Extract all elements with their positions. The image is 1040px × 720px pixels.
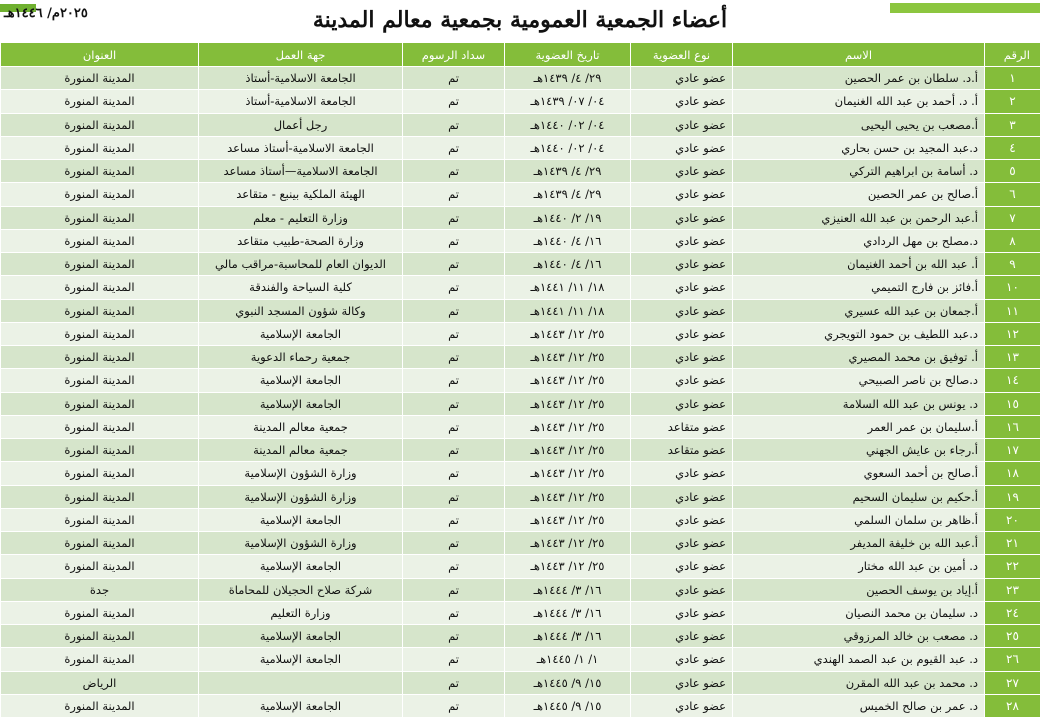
cell-number: ٢١ xyxy=(985,532,1040,555)
members-table xyxy=(0,42,1040,718)
cell-membership-type: عضو عادي xyxy=(631,485,733,508)
cell-address: جدة xyxy=(1,578,199,601)
table-row xyxy=(1,532,1040,555)
cell-membership-type: عضو عادي xyxy=(631,206,733,229)
cell-membership-date: ٢٥/ ١٢/ ١٤٤٣هـ xyxy=(505,346,631,369)
cell-membership-type: عضو متقاعد xyxy=(631,439,733,462)
cell-address: المدينة المنورة xyxy=(1,160,199,183)
cell-employer: الجامعة الاسلامية-أستاذ مساعد xyxy=(199,136,403,159)
table-row xyxy=(1,648,1040,671)
cell-address: المدينة المنورة xyxy=(1,648,199,671)
cell-membership-type: عضو عادي xyxy=(631,625,733,648)
cell-address: المدينة المنورة xyxy=(1,392,199,415)
cell-membership-type: عضو عادي xyxy=(631,532,733,555)
cell-membership-date: ٢٩/ ٤/ ١٤٣٩هـ xyxy=(505,67,631,90)
cell-number: ٢٦ xyxy=(985,648,1040,671)
table-row xyxy=(1,392,1040,415)
cell-membership-type: عضو عادي xyxy=(631,67,733,90)
cell-membership-date: ١٨/ ١١/ ١٤٤١هـ xyxy=(505,299,631,322)
cell-membership-date: ٢٥/ ١٢/ ١٤٤٣هـ xyxy=(505,555,631,578)
table-row xyxy=(1,671,1040,694)
cell-name: د.عبد المجيد بن حسن بحاري xyxy=(733,136,985,159)
cell-membership-type: عضو عادي xyxy=(631,578,733,601)
cell-fees-paid: تم xyxy=(403,346,505,369)
cell-name: أ. توفيق بن محمد المصيري xyxy=(733,346,985,369)
cell-name: د. يونس بن عبد الله السلامة xyxy=(733,392,985,415)
cell-membership-date: ٢٥/ ١٢/ ١٤٤٣هـ xyxy=(505,415,631,438)
table-row xyxy=(1,369,1040,392)
cell-number: ٨ xyxy=(985,229,1040,252)
cell-fees-paid: تم xyxy=(403,625,505,648)
table-row xyxy=(1,253,1040,276)
cell-address: المدينة المنورة xyxy=(1,206,199,229)
cell-number: ١٤ xyxy=(985,369,1040,392)
cell-address: المدينة المنورة xyxy=(1,299,199,322)
cell-name: أ.حكيم بن سليمان السحيم xyxy=(733,485,985,508)
cell-membership-date: ٠٤/ ٠٧/ ١٤٣٩هـ xyxy=(505,90,631,113)
table-row xyxy=(1,229,1040,252)
cell-number: ٦ xyxy=(985,183,1040,206)
column-header-number: الرقم xyxy=(985,43,1040,67)
cell-number: ٢٨ xyxy=(985,694,1040,717)
cell-fees-paid: تم xyxy=(403,601,505,624)
cell-fees-paid: تم xyxy=(403,253,505,276)
cell-membership-date: ٢٩/ ٤/ ١٤٣٩هـ xyxy=(505,160,631,183)
cell-name: أ.صالح بن عمر الحصين xyxy=(733,183,985,206)
cell-employer: الجامعة الإسلامية xyxy=(199,322,403,345)
cell-number: ٢٤ xyxy=(985,601,1040,624)
cell-employer: الجامعة الإسلامية xyxy=(199,648,403,671)
cell-number: ١ xyxy=(985,67,1040,90)
cell-membership-date: ١٦/ ٤/ ١٤٤٠هـ xyxy=(505,229,631,252)
cell-name: د. أسامة بن ابراهيم التركي xyxy=(733,160,985,183)
cell-membership-date: ٢٥/ ١٢/ ١٤٤٣هـ xyxy=(505,392,631,415)
cell-employer: الجامعة الإسلامية xyxy=(199,392,403,415)
cell-number: ١٥ xyxy=(985,392,1040,415)
cell-membership-date: ١٦/ ٣/ ١٤٤٤هـ xyxy=(505,578,631,601)
cell-membership-date: ٢٥/ ١٢/ ١٤٤٣هـ xyxy=(505,369,631,392)
cell-membership-date: ٢٥/ ١٢/ ١٤٤٣هـ xyxy=(505,508,631,531)
cell-number: ١٦ xyxy=(985,415,1040,438)
cell-name: أ. عبد الله بن أحمد الغنيمان xyxy=(733,253,985,276)
column-header-employer: جهة العمل xyxy=(199,43,403,67)
cell-name: أ.عبد الرحمن بن عبد الله العنيزي xyxy=(733,206,985,229)
cell-name: أ.سليمان بن عمر العمر xyxy=(733,415,985,438)
cell-name: أ.إياد بن يوسف الحصين xyxy=(733,578,985,601)
cell-fees-paid: تم xyxy=(403,113,505,136)
cell-address: المدينة المنورة xyxy=(1,369,199,392)
cell-number: ١٨ xyxy=(985,462,1040,485)
cell-membership-date: ٢٩/ ٤/ ١٤٣٩هـ xyxy=(505,183,631,206)
table-row xyxy=(1,113,1040,136)
table-row xyxy=(1,508,1040,531)
cell-number: ٣ xyxy=(985,113,1040,136)
cell-membership-type: عضو عادي xyxy=(631,462,733,485)
cell-name: د.عبد اللطيف بن حمود التويجري xyxy=(733,322,985,345)
cell-address: المدينة المنورة xyxy=(1,485,199,508)
table-row xyxy=(1,439,1040,462)
cell-employer: الجامعة الاسلامية—أستاذ مساعد xyxy=(199,160,403,183)
cell-name: أ.فائز بن فارج التميمي xyxy=(733,276,985,299)
cell-membership-date: ٠٤/ ٠٢/ ١٤٤٠هـ xyxy=(505,113,631,136)
cell-number: ٥ xyxy=(985,160,1040,183)
cell-employer: جمعية رحماء الدعوية xyxy=(199,346,403,369)
cell-address: المدينة المنورة xyxy=(1,601,199,624)
cell-number: ٢٠ xyxy=(985,508,1040,531)
cell-address: المدينة المنورة xyxy=(1,694,199,717)
table-row xyxy=(1,90,1040,113)
cell-membership-type: عضو عادي xyxy=(631,369,733,392)
table-header-row xyxy=(1,43,1040,67)
cell-number: ٩ xyxy=(985,253,1040,276)
cell-fees-paid: تم xyxy=(403,90,505,113)
cell-membership-date: ١٥/ ٩/ ١٤٤٥هـ xyxy=(505,671,631,694)
cell-address: المدينة المنورة xyxy=(1,415,199,438)
cell-name: د. عمر بن صالح الخميس xyxy=(733,694,985,717)
column-header-name: الاسم xyxy=(733,43,985,67)
cell-membership-type: عضو عادي xyxy=(631,555,733,578)
table-row xyxy=(1,346,1040,369)
table-row xyxy=(1,67,1040,90)
cell-name: أ.عبد الله بن خليفة المديفر xyxy=(733,532,985,555)
cell-membership-type: عضو عادي xyxy=(631,346,733,369)
cell-fees-paid: تم xyxy=(403,369,505,392)
cell-membership-type: عضو عادي xyxy=(631,276,733,299)
cell-membership-type: عضو عادي xyxy=(631,299,733,322)
cell-number: ١٢ xyxy=(985,322,1040,345)
cell-name: د. محمد بن عبد الله المقرن xyxy=(733,671,985,694)
table-row xyxy=(1,694,1040,717)
table-row xyxy=(1,555,1040,578)
cell-employer: كلية السياحة والفندقة xyxy=(199,276,403,299)
cell-number: ٢٥ xyxy=(985,625,1040,648)
cell-employer: الجامعة الاسلامية-أستاذ xyxy=(199,90,403,113)
cell-address: المدينة المنورة xyxy=(1,625,199,648)
cell-membership-date: ١٩/ ٢/ ١٤٤٠هـ xyxy=(505,206,631,229)
table-row xyxy=(1,625,1040,648)
cell-fees-paid: تم xyxy=(403,67,505,90)
table-row xyxy=(1,415,1040,438)
cell-membership-date: ١٥/ ٩/ ١٤٤٥هـ xyxy=(505,694,631,717)
cell-fees-paid: تم xyxy=(403,322,505,345)
cell-employer: رجل أعمال xyxy=(199,113,403,136)
cell-membership-type: عضو عادي xyxy=(631,113,733,136)
table-row xyxy=(1,276,1040,299)
column-header-membership-type: نوع العضوية xyxy=(631,43,733,67)
column-header-address: العنوان xyxy=(1,43,199,67)
cell-membership-type: عضو عادي xyxy=(631,508,733,531)
cell-address: المدينة المنورة xyxy=(1,462,199,485)
cell-address: المدينة المنورة xyxy=(1,90,199,113)
cell-name: أ. د. أحمد بن عبد الله الغنيمان xyxy=(733,90,985,113)
cell-name: د. مصعب بن خالد المرزوقي xyxy=(733,625,985,648)
cell-fees-paid: تم xyxy=(403,206,505,229)
table-row xyxy=(1,601,1040,624)
cell-employer: الهيئة الملكية بينبع - متقاعد xyxy=(199,183,403,206)
cell-membership-date: ٢٥/ ١٢/ ١٤٤٣هـ xyxy=(505,532,631,555)
cell-membership-date: ٢٥/ ١٢/ ١٤٤٣هـ xyxy=(505,439,631,462)
cell-number: ١٠ xyxy=(985,276,1040,299)
cell-membership-type: عضو عادي xyxy=(631,229,733,252)
cell-fees-paid: تم xyxy=(403,183,505,206)
cell-employer: شركة صلاح الحجيلان للمحاماة xyxy=(199,578,403,601)
cell-address: المدينة المنورة xyxy=(1,67,199,90)
cell-fees-paid: تم xyxy=(403,671,505,694)
cell-membership-type: عضو عادي xyxy=(631,253,733,276)
cell-employer: الجامعة الإسلامية xyxy=(199,555,403,578)
cell-employer: الديوان العام للمحاسبة-مراقب مالي xyxy=(199,253,403,276)
cell-name: د.مصلح بن مهل الردادي xyxy=(733,229,985,252)
cell-number: ٢٧ xyxy=(985,671,1040,694)
cell-membership-type: عضو عادي xyxy=(631,671,733,694)
cell-employer: وزارة الشؤون الإسلامية xyxy=(199,532,403,555)
cell-employer xyxy=(199,671,403,694)
cell-membership-type: عضو متقاعد xyxy=(631,415,733,438)
cell-employer: الجامعة الإسلامية xyxy=(199,694,403,717)
cell-fees-paid: تم xyxy=(403,276,505,299)
cell-number: ٢ xyxy=(985,90,1040,113)
cell-fees-paid: تم xyxy=(403,532,505,555)
cell-fees-paid: تم xyxy=(403,229,505,252)
cell-address: المدينة المنورة xyxy=(1,253,199,276)
cell-fees-paid: تم xyxy=(403,299,505,322)
cell-number: ٤ xyxy=(985,136,1040,159)
cell-membership-type: عضو عادي xyxy=(631,160,733,183)
cell-name: د. عبد القيوم بن عبد الصمد الهندي xyxy=(733,648,985,671)
cell-membership-date: ١٦/ ٣/ ١٤٤٤هـ xyxy=(505,625,631,648)
table-row xyxy=(1,183,1040,206)
cell-address: المدينة المنورة xyxy=(1,183,199,206)
cell-address: الرياض xyxy=(1,671,199,694)
cell-employer: جمعية معالم المدينة xyxy=(199,415,403,438)
cell-fees-paid: تم xyxy=(403,578,505,601)
cell-address: المدينة المنورة xyxy=(1,113,199,136)
cell-number: ٢٣ xyxy=(985,578,1040,601)
cell-address: المدينة المنورة xyxy=(1,136,199,159)
cell-address: المدينة المنورة xyxy=(1,508,199,531)
table-row xyxy=(1,136,1040,159)
table-row xyxy=(1,206,1040,229)
cell-membership-type: عضو عادي xyxy=(631,183,733,206)
cell-address: المدينة المنورة xyxy=(1,532,199,555)
cell-employer: جمعية معالم المدينة xyxy=(199,439,403,462)
cell-fees-paid: تم xyxy=(403,462,505,485)
cell-employer: الجامعة الإسلامية xyxy=(199,625,403,648)
cell-address: المدينة المنورة xyxy=(1,555,199,578)
cell-employer: وزارة الصحة-طبيب متقاعد xyxy=(199,229,403,252)
cell-employer: الجامعة الإسلامية xyxy=(199,369,403,392)
cell-name: أ.ظاهر بن سلمان السلمي xyxy=(733,508,985,531)
cell-number: ١٣ xyxy=(985,346,1040,369)
cell-fees-paid: تم xyxy=(403,694,505,717)
cell-employer: الجامعة الإسلامية xyxy=(199,508,403,531)
cell-fees-paid: تم xyxy=(403,555,505,578)
table-row xyxy=(1,299,1040,322)
cell-number: ١١ xyxy=(985,299,1040,322)
cell-membership-date: ١٦/ ٣/ ١٤٤٤هـ xyxy=(505,601,631,624)
cell-membership-date: ١٦/ ٤/ ١٤٤٠هـ xyxy=(505,253,631,276)
cell-fees-paid: تم xyxy=(403,508,505,531)
cell-name: د.صالح بن ناصر الصبيحي xyxy=(733,369,985,392)
cell-name: د. سليمان بن محمد النصيان xyxy=(733,601,985,624)
table-row xyxy=(1,462,1040,485)
cell-name: د. أمين بن عبد الله مختار xyxy=(733,555,985,578)
column-header-membership-date: تاريخ العضوية xyxy=(505,43,631,67)
cell-number: ١٧ xyxy=(985,439,1040,462)
cell-number: ٢٢ xyxy=(985,555,1040,578)
cell-fees-paid: تم xyxy=(403,392,505,415)
cell-address: المدينة المنورة xyxy=(1,229,199,252)
cell-membership-type: عضو عادي xyxy=(631,322,733,345)
cell-fees-paid: تم xyxy=(403,648,505,671)
column-header-fees-paid: سداد الرسوم xyxy=(403,43,505,67)
cell-employer: وزارة الشؤون الإسلامية xyxy=(199,485,403,508)
cell-membership-date: ٠٤/ ٠٢/ ١٤٤٠هـ xyxy=(505,136,631,159)
page-title: أعضاء الجمعية العمومية بجمعية معالم المدينة xyxy=(312,7,728,33)
cell-membership-date: ٢٥/ ١٢/ ١٤٤٣هـ xyxy=(505,462,631,485)
cell-fees-paid: تم xyxy=(403,485,505,508)
table-row xyxy=(1,485,1040,508)
cell-fees-paid: تم xyxy=(403,415,505,438)
table-row xyxy=(1,578,1040,601)
cell-employer: وزارة التعليم - معلم xyxy=(199,206,403,229)
cell-name: أ.صالح بن أحمد السعوي xyxy=(733,462,985,485)
cell-address: المدينة المنورة xyxy=(1,439,199,462)
table-row xyxy=(1,160,1040,183)
table-row xyxy=(1,322,1040,345)
cell-name: أ.رجاء بن عايش الجهني xyxy=(733,439,985,462)
cell-membership-type: عضو عادي xyxy=(631,136,733,159)
cell-address: المدينة المنورة xyxy=(1,322,199,345)
cell-membership-date: ١٨/ ١١/ ١٤٤١هـ xyxy=(505,276,631,299)
cell-name: أ.د. سلطان بن عمر الحصين xyxy=(733,67,985,90)
cell-name: أ.جمعان بن عبد الله عسيري xyxy=(733,299,985,322)
cell-membership-date: ٢٥/ ١٢/ ١٤٤٣هـ xyxy=(505,322,631,345)
cell-number: ٧ xyxy=(985,206,1040,229)
cell-employer: وزارة الشؤون الإسلامية xyxy=(199,462,403,485)
cell-address: المدينة المنورة xyxy=(1,346,199,369)
cell-membership-type: عضو عادي xyxy=(631,694,733,717)
cell-employer: وزارة التعليم xyxy=(199,601,403,624)
cell-employer: وكالة شؤون المسجد النبوي xyxy=(199,299,403,322)
cell-address: المدينة المنورة xyxy=(1,276,199,299)
cell-name: أ.مصعب بن يحيى اليحيى xyxy=(733,113,985,136)
cell-membership-type: عضو عادي xyxy=(631,601,733,624)
cell-membership-type: عضو عادي xyxy=(631,90,733,113)
cell-fees-paid: تم xyxy=(403,136,505,159)
cell-employer: الجامعة الاسلامية-أستاذ xyxy=(199,67,403,90)
cell-membership-type: عضو عادي xyxy=(631,392,733,415)
cell-number: ١٩ xyxy=(985,485,1040,508)
cell-membership-date: ٢٥/ ١٢/ ١٤٤٣هـ xyxy=(505,485,631,508)
cell-fees-paid: تم xyxy=(403,439,505,462)
cell-fees-paid: تم xyxy=(403,160,505,183)
cell-membership-type: عضو عادي xyxy=(631,648,733,671)
cell-membership-date: ١/ ١/ ١٤٤٥هـ xyxy=(505,648,631,671)
document-year: ٢٠٢٥م/ ١٤٤٦هـ xyxy=(4,6,88,21)
